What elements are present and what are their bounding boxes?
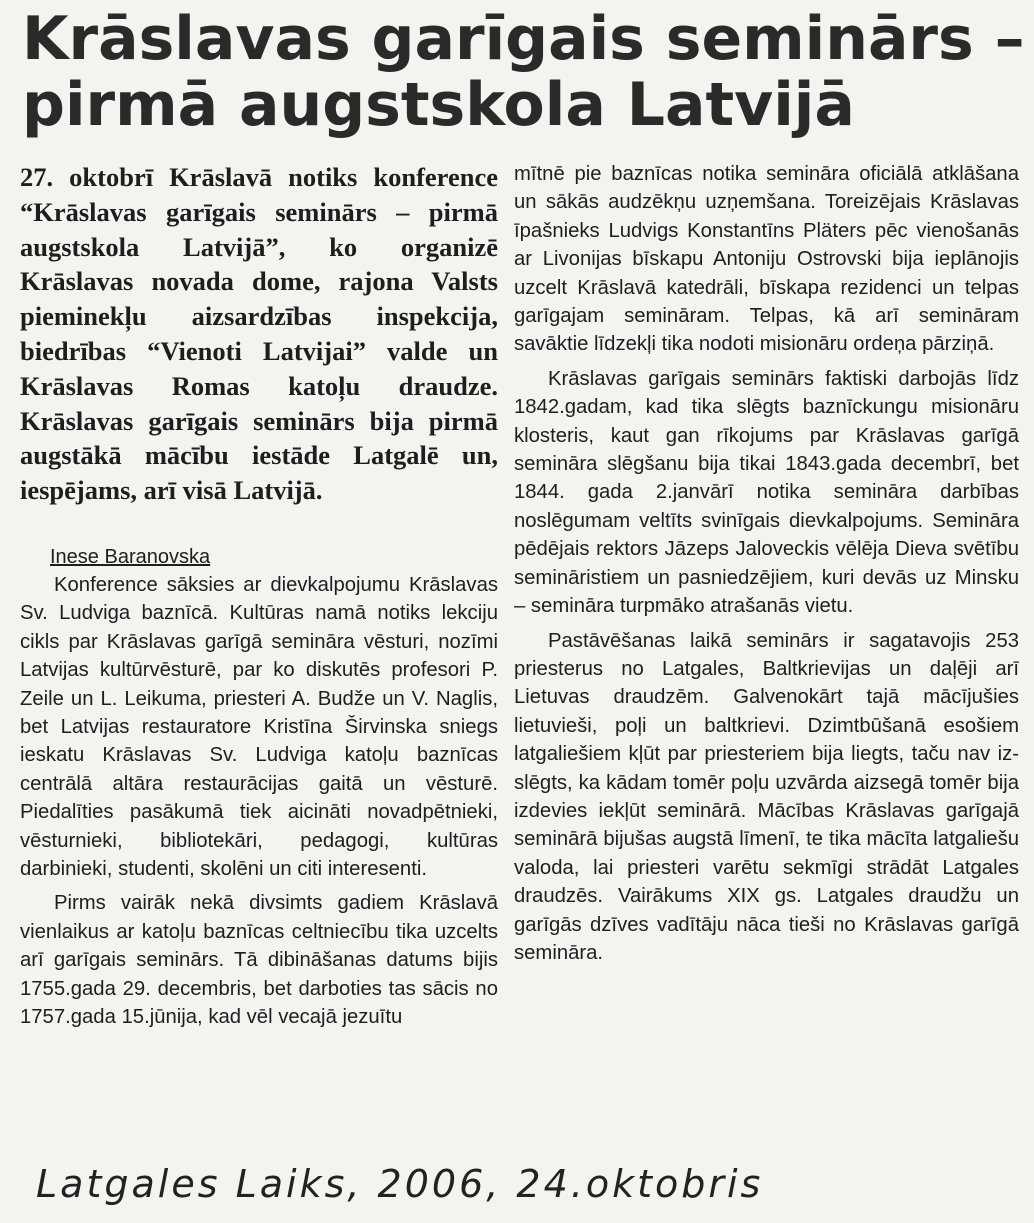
headline-line-2: pirmā augstskola Latvijā (22, 70, 855, 140)
handwritten-source-note: Latgales Laiks, 2006, 24.oktobris (36, 1162, 764, 1206)
body-paragraph: Pastāvēšanas laikā seminārs ir sagatavojis 253 priesterus no Latgales, Baltkrievijas un daļēji arī Lietuvas draudzēm. Galvenokārt tajā mācījušies lietuvieši, poļi un baltkrievi. Dzimtbūšanā esošiem latgaliešiem kļūt par priesteriem bija liegts, taču nav izslēgts, ka kādam tomēr poļu uzvārda aizsegā tomēr bija izdevies iekļūt seminārā. Mācības Krāslavas garīgajā seminārā bijušas augstā līmenī, te tika mācīta latgaliešu valoda, lai priesteri varētu sekmīgi strādāt Latgales draudzēs. Vairākums XIX gs. Latgales draudžu un garīgās dzīves vadītāju nāca tieši no Krāslavas garīgā semināra. (514, 629, 1019, 964)
headline-line-1: Krāslavas garīgais seminārs – (22, 4, 1025, 74)
author-byline: Inese Baranovska (50, 545, 211, 568)
headline (22, 6, 1027, 138)
body-paragraph: Krāslavas garīgais seminārs faktiski darbojās līdz 1842.gadam, kad tika slēgts baznīckungu misionāru klosteris, kaut gan rīkojums par Krāslavas garīgā semināra slēgšanu bija tikai 1843.gada decembrī, bet 1844. gada 2.janvārī notika semināra darbības noslēgumam veltīts svinīgais dievkalpojums. Semināra pēdējais rektors Jāzeps Jaloveckis vēlēja Dieva svētību semināristiem un pasniedzējiem, kuri devās uz Minsku – semināra turpmāko atrašanās vietu. (514, 367, 1019, 618)
body-paragraph: Konference sāksies ar dievkalpojumu Krāslavas Sv. Ludviga baznīcā. Kultūras namā notiks lekciju cikls par Krāslavas garīgā semināra vēsturi, nozīmi Latvijas kultūrvēsturē, par ko diskutēs profesori P. Zeile un L. Leikuma, priesteri A. Budže un V. Naglis, bet Latvijas restauratore Kristīna Širvinska sniegs ieskatu Krāslavas Sv. Ludviga katoļu baznīcas centrālā altāra restaurācijas gaitā un vēsturē. Piedalīties pasākumā tiek aicināti novadpētnieki, vēsturnieki, bibliotekāri, pedagogi, kultūras darbinieki, studenti, skolēni un citi interesenti. (20, 573, 498, 881)
body-paragraph: Pirms vairāk nekā divsimts gadiem Krāslavā vienlaikus ar katoļu baznīcas celtniecību tika uzcelts arī garīgais seminārs. Tā dibināšanas datums bijis 1755.gada 29. decembris, bet darboties tas sācis no 1757.gada 15.jūnija, kad vēl vecajā jezuītu (20, 892, 498, 1029)
right-column (514, 160, 1019, 967)
left-column (20, 160, 498, 1031)
body-paragraph-continued: mītnē pie baznīcas notika semināra oficiālā atklāšana un sākās audzēkņu uzņemšana. Toreizējais Krāslavas īpašnieks Ludvigs Konstantīns Pläters pēc vienošanās ar Livonijas bīskapu Antoniju Ostrovski bija ieplānojis uzcelt Krāslavā katedrāli, bīskapa rezidenci un telpas garīgajam semināram. Telpas, kā arī semināram savāktie līdzekļi tika nodoti misionāru ordeņa pārziņā. (514, 163, 1019, 356)
lead-paragraph: 27. oktobrī Krāslavā notiks konference “Krāslavas garīgais seminārs – pirmā augstskola Latvijā”, ko organizē Krāslavas novada dome, rajona Valsts pieminekļu aizsardzības inspekcija, biedrības “Vienoti Latvijai” valde un Krāslavas Romas katoļu draudze. Krāslavas garīgais seminārs bija pirmā augstākā mācību iestāde Latgalē un, iespējams, arī visā Latvijā. (20, 162, 498, 506)
